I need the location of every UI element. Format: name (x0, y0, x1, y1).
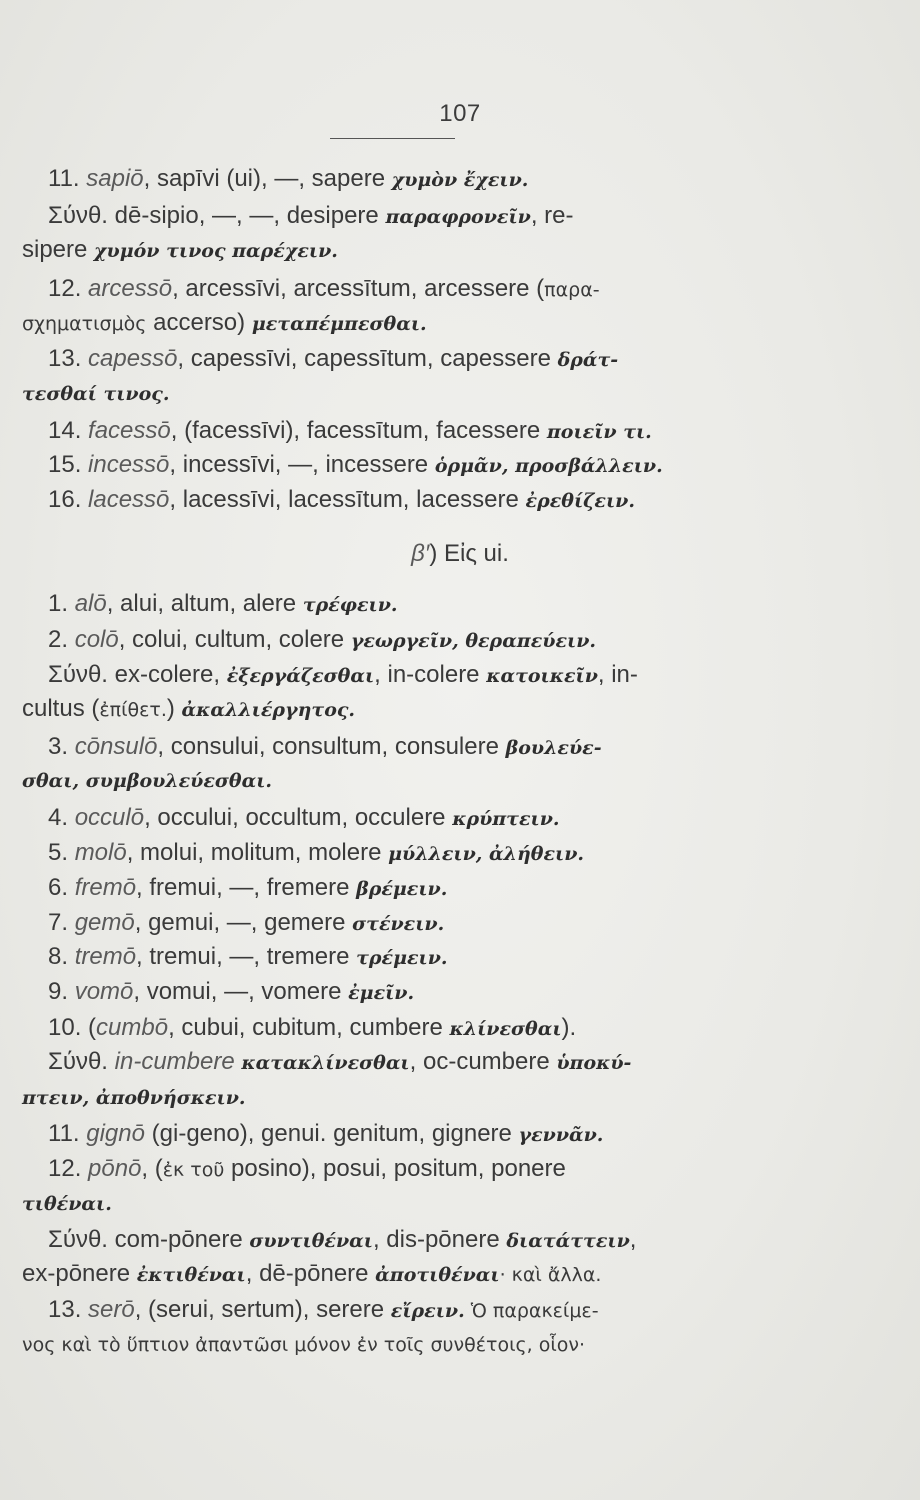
latin-text: (gi-geno), genui. genitum, gignere (144, 1120, 519, 1147)
latin-text: 6. (48, 874, 75, 901)
text-line (0, 1152, 920, 1186)
latin-text: , arcessīvi, arcessītum, arcessere ( (172, 275, 545, 302)
greek-gloss: κατακλίνεσθαι (241, 1052, 410, 1074)
latin-text: ). (561, 1014, 577, 1041)
latin-text: , incessīvi, —, incessere (169, 451, 435, 478)
latin-text: 11. (48, 165, 87, 192)
greek-gloss: διατάττειν (506, 1230, 630, 1252)
greek-gloss: ὁρμᾶν, προσβάλλειν. (434, 455, 663, 477)
greek-text: ἐπίθετ. (99, 699, 167, 721)
text-line (0, 940, 920, 974)
greek-gloss: ἐρεθίζειν. (525, 490, 635, 512)
latin-text: 1. (48, 590, 75, 617)
text-line (0, 975, 920, 1009)
latin-text: 16. (48, 486, 89, 513)
latin-text: , cubui, cubitum, cumbere (168, 1014, 450, 1041)
text-line (0, 1011, 920, 1045)
greek-gloss: παραφρονεῖν (385, 206, 531, 228)
greek-text: ἐκ τοῦ (162, 1159, 225, 1181)
text-line (0, 414, 920, 448)
greek-gloss: γεννᾶν. (518, 1124, 604, 1146)
latin-headword: β′ (411, 540, 430, 567)
latin-headword: sapiō (86, 165, 144, 192)
greek-gloss: τρέφειν. (302, 594, 398, 616)
latin-headword: pōnō (88, 1155, 142, 1182)
latin-text: Σύνθ. com-pōnere (48, 1226, 250, 1253)
latin-text: Σύνθ. dē-sipio, —, —, desipere (48, 202, 386, 229)
latin-headword: occulō (74, 804, 145, 831)
greek-gloss: γεωργεῖν, θεραπεύειν. (350, 630, 596, 652)
latin-headword: arcessō (88, 275, 173, 302)
latin-headword: gemō (74, 909, 135, 936)
latin-text: , dis-pōnere (372, 1226, 507, 1253)
greek-gloss: τρέμειν. (356, 947, 448, 969)
text-line (0, 1080, 920, 1114)
text-line (0, 692, 920, 726)
latin-text: 2. (48, 626, 75, 653)
latin-text: , in-colere (374, 661, 487, 688)
latin-headword: gignō (86, 1120, 145, 1147)
text-line (0, 1045, 920, 1079)
greek-text: νος καὶ τὸ ὕπτιον ἀπαντῶσι μόνον ἐν τοῖς συνθέτοις, οἷον· (22, 1334, 586, 1356)
greek-gloss: κατοικεῖν (486, 665, 598, 687)
text-line (0, 1257, 920, 1291)
latin-headword: facessō (88, 417, 171, 444)
text-line (0, 1293, 920, 1327)
text-line (0, 306, 920, 340)
latin-text: 3. (48, 733, 75, 760)
latin-text: , colui, cultum, colere (118, 626, 351, 653)
greek-gloss: πτειν, ἀποθνήσκειν. (22, 1087, 246, 1109)
latin-text: 11. (48, 1120, 87, 1147)
text-line (0, 730, 920, 764)
text-line (0, 801, 920, 835)
latin-text: , fremui, —, fremere (136, 874, 357, 901)
greek-gloss: ὑποκύ- (556, 1052, 632, 1074)
text-line (0, 906, 920, 940)
text-line (0, 836, 920, 870)
latin-text: sipere (22, 236, 95, 263)
text-line (0, 763, 920, 797)
latin-text: , molui, molitum, molere (126, 839, 389, 866)
greek-gloss: ἀκαλλιέργητος. (181, 699, 356, 721)
latin-headword: in-cumbere (114, 1048, 242, 1075)
greek-gloss: τιθέναι. (22, 1193, 112, 1215)
latin-headword: fremō (74, 874, 137, 901)
section-heading (0, 537, 920, 571)
text-line (0, 871, 920, 905)
latin-text: ) Εἰς ui. (429, 540, 509, 567)
latin-text: 9. (48, 978, 75, 1005)
text-line (0, 448, 920, 482)
greek-gloss: μύλλειν, ἀλήθειν. (388, 843, 584, 865)
greek-gloss: ἐκτιθέναι (136, 1264, 246, 1286)
greek-text: σχηματισμὸς (22, 313, 147, 335)
latin-text: 7. (48, 909, 75, 936)
latin-text: 4. (48, 804, 75, 831)
text-line (0, 272, 920, 306)
text-line (0, 162, 920, 196)
latin-text: 13. (48, 1296, 89, 1323)
latin-text: , vomui, —, vomere (133, 978, 349, 1005)
latin-text: , tremui, —, tremere (136, 943, 357, 970)
greek-gloss: χυμὸν ἔχειν. (391, 169, 529, 191)
latin-headword: vomō (74, 978, 134, 1005)
greek-gloss: εἴρειν. (390, 1300, 465, 1322)
latin-text: , oc-cumbere (409, 1048, 557, 1075)
greek-gloss: σθαι, συμβουλεύεσθαι. (22, 770, 273, 792)
greek-gloss: δράτ- (557, 349, 619, 371)
latin-text: 15. (48, 451, 89, 478)
text-line (0, 1186, 920, 1220)
latin-headword: lacessō (88, 486, 170, 513)
latin-text: , (629, 1226, 637, 1253)
greek-text: · καὶ ἄλλα. (499, 1264, 602, 1286)
latin-text: ex-pōnere (22, 1260, 137, 1287)
latin-text: Σύνθ. (48, 1048, 115, 1075)
latin-headword: serō (88, 1296, 135, 1323)
greek-gloss: κρύπτειν. (452, 808, 560, 830)
latin-text: 8. (48, 943, 75, 970)
latin-text: , ( (141, 1155, 163, 1182)
latin-text: 10. ( (48, 1014, 97, 1041)
latin-headword: incessō (88, 451, 170, 478)
latin-text: , sapīvi (ui), —, sapere (143, 165, 392, 192)
latin-text: posino), posui, positum, ponere (224, 1155, 566, 1182)
latin-text: 13. (48, 345, 89, 372)
text-line (0, 376, 920, 410)
text-line (0, 587, 920, 621)
greek-text: Ὁ παρακείμε- (464, 1300, 599, 1322)
greek-gloss: ἀποτιθέναι (375, 1264, 500, 1286)
text-line (0, 233, 920, 267)
text-line (0, 1327, 920, 1361)
greek-gloss: κλίνεσθαι (449, 1018, 562, 1040)
latin-text: , in- (597, 661, 638, 688)
latin-text: , dē-pōnere (245, 1260, 376, 1287)
latin-headword: alō (74, 590, 107, 617)
text-line (0, 199, 920, 233)
latin-text: , re- (530, 202, 574, 229)
latin-headword: cōnsulō (74, 733, 158, 760)
latin-headword: colō (74, 626, 119, 653)
greek-gloss: ἐξεργάζεσθαι (226, 665, 375, 687)
latin-text: , consului, consultum, consulere (157, 733, 506, 760)
greek-gloss: συντιθέναι (249, 1230, 373, 1252)
latin-text: 5. (48, 839, 75, 866)
greek-gloss: τεσθαί τινος. (22, 383, 170, 405)
latin-headword: molō (74, 839, 127, 866)
latin-text: , (facessīvi), facessītum, facessere (170, 417, 547, 444)
latin-text: 14. (48, 417, 89, 444)
latin-text: , occului, occultum, occulere (144, 804, 453, 831)
greek-gloss: ποιεῖν τι. (546, 421, 652, 443)
greek-text: παρα- (544, 279, 600, 301)
text-line (0, 342, 920, 376)
latin-text: cultus ( (22, 695, 100, 722)
latin-text: , (serui, sertum), serere (134, 1296, 391, 1323)
latin-text: accerso) (146, 309, 252, 336)
latin-text: 12. (48, 1155, 89, 1182)
latin-text: 12. (48, 275, 89, 302)
text-line (0, 483, 920, 517)
latin-text: , alui, altum, alere (106, 590, 303, 617)
latin-text: , gemui, —, gemere (134, 909, 353, 936)
latin-headword: capessō (88, 345, 178, 372)
greek-gloss: χυμόν τινος παρέχειν. (94, 240, 338, 262)
text-line (0, 1223, 920, 1257)
greek-gloss: μεταπέμπεσθαι. (251, 313, 427, 335)
latin-headword: tremō (74, 943, 137, 970)
text-line (0, 658, 920, 692)
greek-gloss: στένειν. (352, 913, 445, 935)
latin-headword: cumbō (96, 1014, 169, 1041)
latin-text: , lacessīvi, lacessītum, lacessere (169, 486, 526, 513)
latin-text: Σύνθ. ex-colere, (48, 661, 227, 688)
greek-gloss: βρέμειν. (356, 878, 448, 900)
greek-gloss: ἐμεῖν. (348, 982, 415, 1004)
latin-text: , capessīvi, capessītum, capessere (177, 345, 558, 372)
text-line (0, 623, 920, 657)
page-number: 107 (439, 100, 481, 127)
latin-text: ) (166, 695, 182, 722)
page-number-rule (330, 138, 455, 139)
text-line (0, 1117, 920, 1151)
greek-gloss: βουλεύε- (505, 737, 602, 759)
